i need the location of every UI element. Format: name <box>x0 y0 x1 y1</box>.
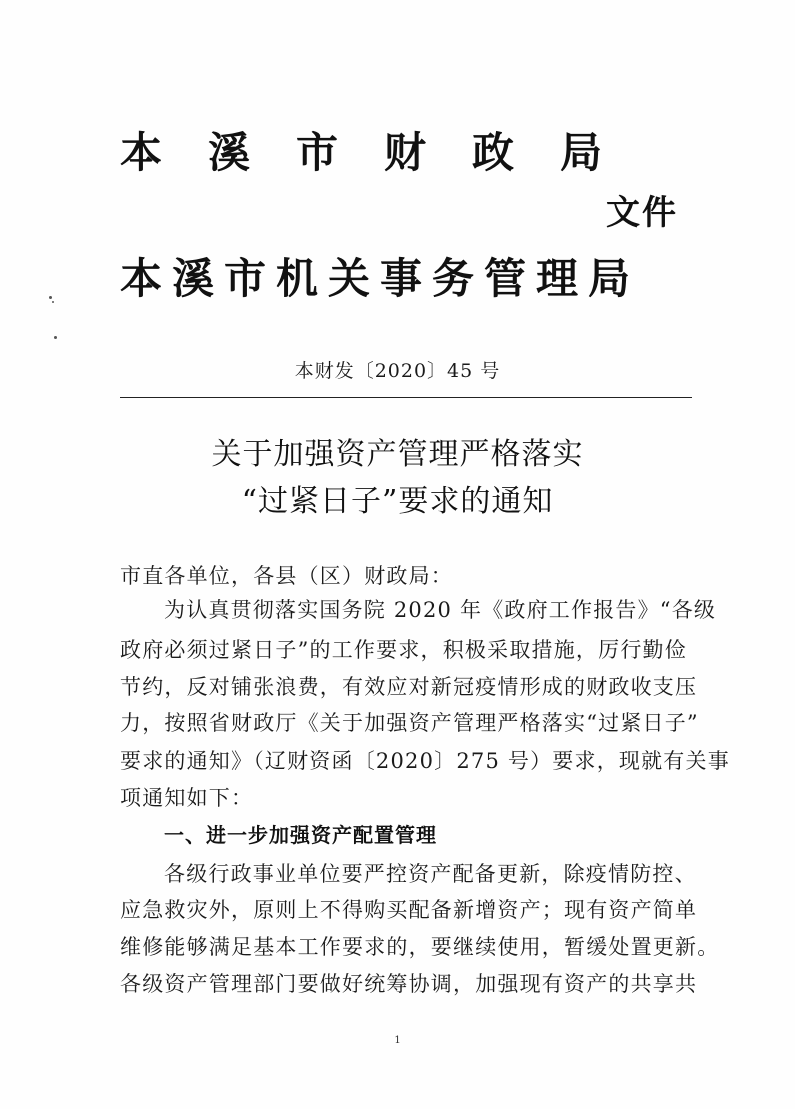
scan-speck <box>49 296 52 299</box>
body-paragraph-line: 各级资产管理部门要做好统筹协调，加强现有资产的共享共 <box>120 972 698 996</box>
section-heading: 一、进一步加强资产配置管理 <box>164 823 437 847</box>
body-paragraph-line: 节约，反对铺张浪费，有效应对新冠疫情形成的财政收支压 <box>120 675 698 699</box>
document-suffix: 文件 <box>606 193 678 233</box>
header-divider <box>120 397 692 398</box>
scan-speck <box>54 336 57 339</box>
document-title-line-1: 关于加强资产管理严格落实 <box>211 437 584 472</box>
body-paragraph-line: 为认真贯彻落实国务院 2020 年《政府工作报告》“各级 <box>164 598 717 622</box>
body-paragraph-line: 政府必须过紧日子”的工作要求，积极采取措施，厉行勤俭 <box>120 638 687 662</box>
body-paragraph-line: 各级行政事业单位要严控资产配备更新，除疫情防控、 <box>164 862 697 886</box>
document-number: 本财发〔2020〕45 号 <box>294 360 501 382</box>
issuing-org-line-1: 本溪市财政局 <box>120 128 649 177</box>
body-paragraph-line: 力，按照省财政厅《关于加强资产管理严格落实“过紧日子” <box>120 711 699 735</box>
body-paragraph-line: 要求的通知》（辽财资函〔2020〕275 号）要求，现就有关事 <box>120 749 730 773</box>
issuing-org-line-2: 本溪市机关事务管理局 <box>120 254 641 303</box>
salutation: 市直各单位，各县（区）财政局： <box>120 564 453 588</box>
scan-speck <box>52 301 54 303</box>
page-number: 1 <box>394 1035 401 1046</box>
body-paragraph-line: 维修能够满足基本工作要求的，要继续使用，暂缓处置更新。 <box>120 935 720 959</box>
body-paragraph-line: 应急救灾外，原则上不得购买配备新增资产；现有资产简单 <box>120 898 698 922</box>
body-paragraph-line: 项通知如下： <box>120 786 254 810</box>
document-title-line-2: “过紧日子”要求的通知 <box>241 484 554 519</box>
